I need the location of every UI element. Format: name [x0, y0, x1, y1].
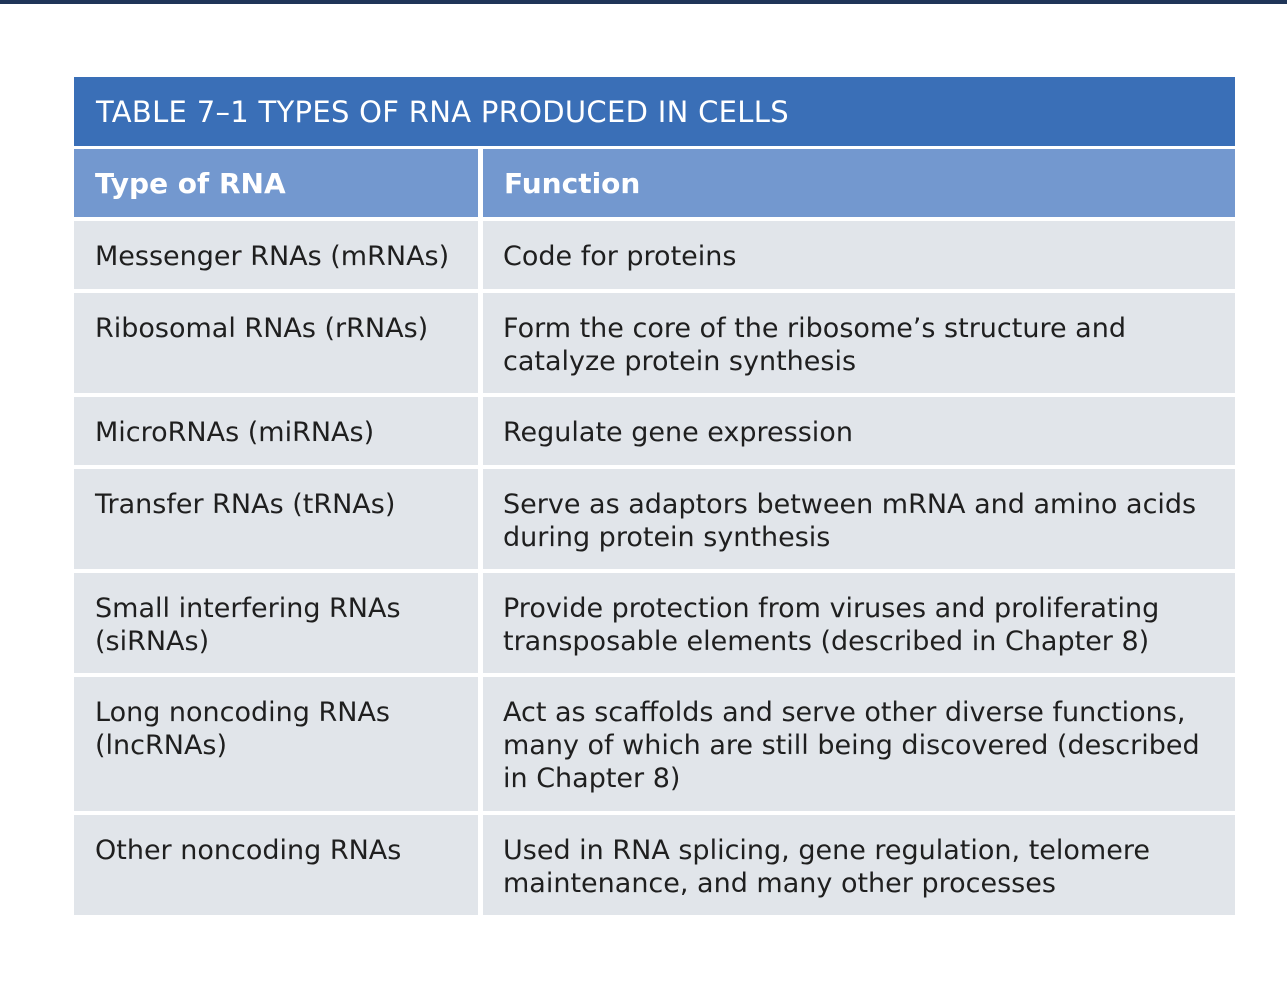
header-function: Function — [483, 149, 1235, 217]
table-title-bar — [74, 77, 1235, 149]
rna-types-table — [74, 77, 1235, 915]
top-rule — [0, 0, 1287, 4]
cell-function-sirna: Provide protection from viruses and proliferating transposable elements (described in Chapter 8) — [483, 573, 1235, 673]
cell-function-mirna: Regulate gene expression — [483, 397, 1235, 465]
cell-function-rrna: Form the core of the ribosome’s structure and catalyze protein synthesis — [483, 293, 1235, 393]
cell-type-lncrna: Long noncoding RNAs (lncRNAs) — [74, 677, 478, 811]
cell-type-rrna: Ribosomal RNAs (rRNAs) — [74, 293, 478, 393]
cell-type-mrna: Messenger RNAs (mRNAs) — [74, 221, 478, 289]
cell-type-sirna: Small interfering RNAs (siRNAs) — [74, 573, 478, 673]
table-title: TABLE 7–1 TYPES OF RNA PRODUCED IN CELLS — [96, 94, 789, 129]
cell-function-mrna: Code for proteins — [483, 221, 1235, 289]
cell-function-other: Used in RNA splicing, gene regulation, telomere maintenance, and many other processes — [483, 815, 1235, 915]
table-grid — [74, 149, 1235, 915]
cell-function-trna: Serve as adaptors between mRNA and amino acids during protein synthesis — [483, 469, 1235, 569]
header-type-of-rna: Type of RNA — [74, 149, 478, 217]
cell-function-lncrna: Act as scaffolds and serve other diverse functions, many of which are still being discovered (described in Chapter 8) — [483, 677, 1235, 811]
cell-type-other: Other noncoding RNAs — [74, 815, 478, 915]
cell-type-trna: Transfer RNAs (tRNAs) — [74, 469, 478, 569]
cell-type-mirna: MicroRNAs (miRNAs) — [74, 397, 478, 465]
